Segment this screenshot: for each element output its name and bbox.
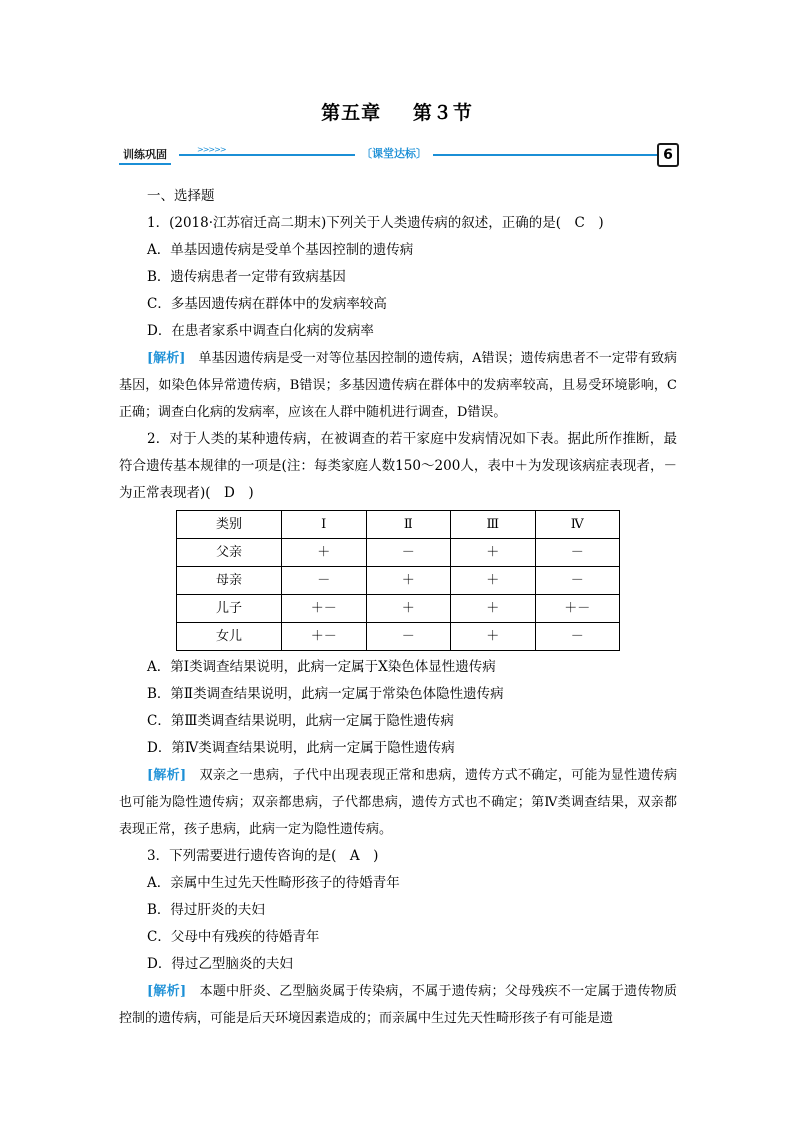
q1-option-d: D．在患者家系中调查白化病的发病率: [147, 323, 374, 339]
analysis-label: [解析]: [147, 984, 187, 999]
banner-center-label: 〔课堂达标〕: [355, 145, 433, 161]
table-header-cell: Ⅰ: [282, 511, 367, 539]
q3-option-d: D．得过乙型脑炎的夫妇: [147, 956, 293, 972]
page-title: [0, 98, 794, 125]
table-header-row: [177, 511, 620, 539]
survey-table: [176, 510, 620, 651]
table-cell: ＋: [451, 623, 536, 651]
document-body: [119, 183, 677, 1032]
q3-analysis-text: 本题中肝炎、乙型脑炎属于传染病，不属于遗传病；父母残疾不一定属于遗传物质控制的遗传病，可能是后天环境因素造成的；而亲属中生过先天性畸形孩子有可能是遗: [119, 984, 677, 1026]
table-cell: 母亲: [177, 567, 282, 595]
table-row: [177, 623, 620, 651]
table-header-cell: Ⅱ: [366, 511, 451, 539]
banner-arrows: >>>>>: [197, 145, 226, 154]
chapter-title: 第五章: [321, 102, 382, 124]
q2-analysis: [119, 762, 677, 843]
question-1-stem: 1．(2018·江苏宿迁高二期末)下列关于人类遗传病的叙述，正确的是( C ): [147, 215, 604, 231]
question-3-stem: 3．下列需要进行遗传咨询的是( A ): [147, 848, 379, 864]
table-row: [177, 567, 620, 595]
table-cell: ＋: [366, 595, 451, 623]
table-cell: 父亲: [177, 539, 282, 567]
table-cell: ＋: [366, 567, 451, 595]
q1-option-c: C．多基因遗传病在群体中的发病率较高: [147, 296, 387, 312]
table-row: [177, 539, 620, 567]
q2-option-b: B．第Ⅱ类调查结果说明，此病一定属于常染色体隐性遗传病: [147, 686, 504, 702]
table-cell: ＋: [451, 595, 536, 623]
banner-tag: 训练巩固: [119, 145, 171, 165]
table-cell: －: [535, 567, 620, 595]
q2-option-a: A．第Ⅰ类调查结果说明，此病一定属于X染色体显性遗传病: [147, 659, 496, 675]
table-cell: ＋－: [282, 623, 367, 651]
table-cell: ＋: [282, 539, 367, 567]
q3-analysis: [119, 978, 677, 1032]
q2-option-d: D．第Ⅳ类调查结果说明，此病一定属于隐性遗传病: [147, 740, 455, 756]
table-cell: －: [535, 539, 620, 567]
banner-number-badge: 6: [657, 143, 679, 167]
q1-analysis-text: 单基因遗传病是受一对等位基因控制的遗传病，A错误；遗传病患者不一定带有致病基因，如染色体异常遗传病，B错误；多基因遗传病在群体中的发病率较高，且易受环境影响，C正确；调查白化病的发病率，应该在人群中随机进行调查，D错误。: [119, 351, 677, 420]
q2-analysis-text: 双亲之一患病，子代中出现表现正常和患病，遗传方式不确定，可能为显性遗传病也可能为隐性遗传病；双亲都患病，子代都患病，遗传方式也不确定；第Ⅳ类调查结果，双亲都表现正常，孩子患病，此病一定为隐性遗传病。: [119, 768, 677, 837]
table-header-cell: Ⅲ: [451, 511, 536, 539]
table-header-cell: 类别: [177, 511, 282, 539]
table-header-cell: Ⅳ: [535, 511, 620, 539]
q3-option-a: A．亲属中生过先天性畸形孩子的待婚青年: [147, 875, 400, 891]
section-heading: 一、选择题: [147, 188, 215, 204]
section-banner: [119, 143, 679, 167]
table-cell: －: [366, 623, 451, 651]
q1-option-b: B．遗传病患者一定带有致病基因: [147, 269, 346, 285]
table-cell: －: [366, 539, 451, 567]
section-title: 第３节: [412, 102, 473, 124]
analysis-label: [解析]: [147, 768, 187, 783]
table-cell: ＋: [451, 567, 536, 595]
table-cell: －: [535, 623, 620, 651]
table-cell: ＋－: [535, 595, 620, 623]
table-cell: 儿子: [177, 595, 282, 623]
table-cell: 女儿: [177, 623, 282, 651]
q3-option-c: C．父母中有残疾的待婚青年: [147, 929, 320, 945]
q3-option-b: B．得过肝炎的夫妇: [147, 902, 265, 918]
question-2-stem: 2．对于人类的某种遗传病，在被调查的若干家庭中发病情况如下表。据此所作推断，最符合遗传基本规律的一项是(注：每类家庭人数150～200人，表中＋为发现该病症表现者，－为正常表现者)( D ): [119, 431, 677, 501]
table-cell: ＋－: [282, 595, 367, 623]
q2-option-c: C．第Ⅲ类调查结果说明，此病一定属于隐性遗传病: [147, 713, 454, 729]
table-cell: ＋: [451, 539, 536, 567]
q1-option-a: A．单基因遗传病是受单个基因控制的遗传病: [147, 242, 414, 258]
table-cell: －: [282, 567, 367, 595]
analysis-label: [解析]: [147, 351, 186, 366]
q1-analysis: [119, 345, 677, 426]
table-row: [177, 595, 620, 623]
